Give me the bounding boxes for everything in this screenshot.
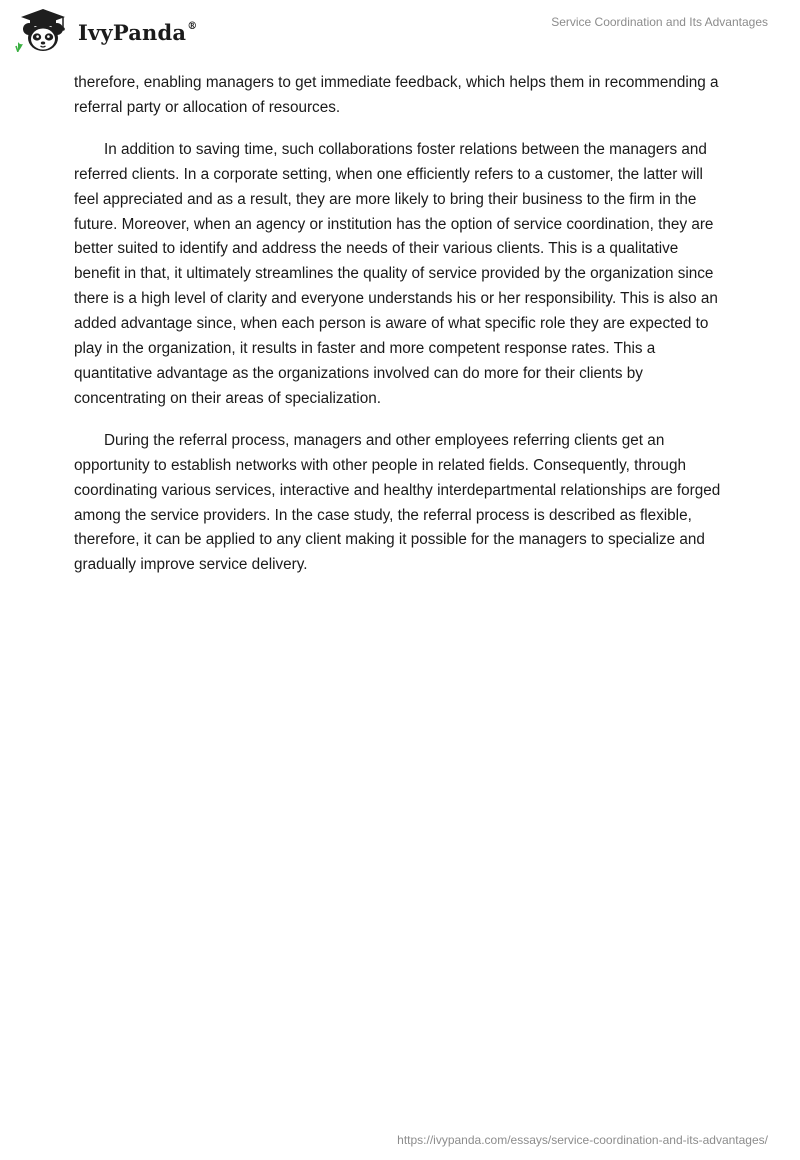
ivypanda-logo[interactable] <box>14 8 197 52</box>
registered-mark: ® <box>187 20 198 32</box>
brand-name <box>78 20 197 45</box>
paragraph: In addition to saving time, such collaborations foster relations between the managers and referred clients. In a corporate setting, when one efficiently refers to a customer, the latter will feel appreciated and as a result, they are more likely to bring their business to the firm in the future. Moreover, when an agency or institution has the option of service coordination, they are better suited to identify and address the needs of their various clients. This is a qualitative benefit in that, it ultimately streamlines the quality of service provided by the organization since there is a high level of clarity and everyone understands his or her responsibility. This is also an added advantage since, when each person is aware of what specific role they are expected to play in the organization, it results in faster and more competent response rates. This a quantitative advantage as the organizations involved can do more for their clients by concentrating on their areas of specialization. <box>74 140 718 407</box>
running-title: Service Coordination and Its Advantages <box>551 15 768 29</box>
brand-name-text: IvyPanda <box>78 19 187 45</box>
essay-body <box>74 71 726 595</box>
panda-graduation-cap-icon <box>14 8 72 52</box>
source-url[interactable]: https://ivypanda.com/essays/service-coordination-and-its-advantages/ <box>397 1133 768 1147</box>
paragraph: During the referral process, managers and other employees referring clients get an opportunity to establish networks with other people in related fields. Consequently, through coordinating various services, interactive and healthy interdepartmental relationships are forged among the service providers. In the case study, the referral process is described as flexible, therefore, it can be applied to any client making it possible for the managers to specialize and gradually improve service delivery. <box>74 431 721 574</box>
paragraph-continued: therefore, enabling managers to get immediate feedback, which helps them in recommending a referral party or allocation of resources. <box>74 74 719 116</box>
